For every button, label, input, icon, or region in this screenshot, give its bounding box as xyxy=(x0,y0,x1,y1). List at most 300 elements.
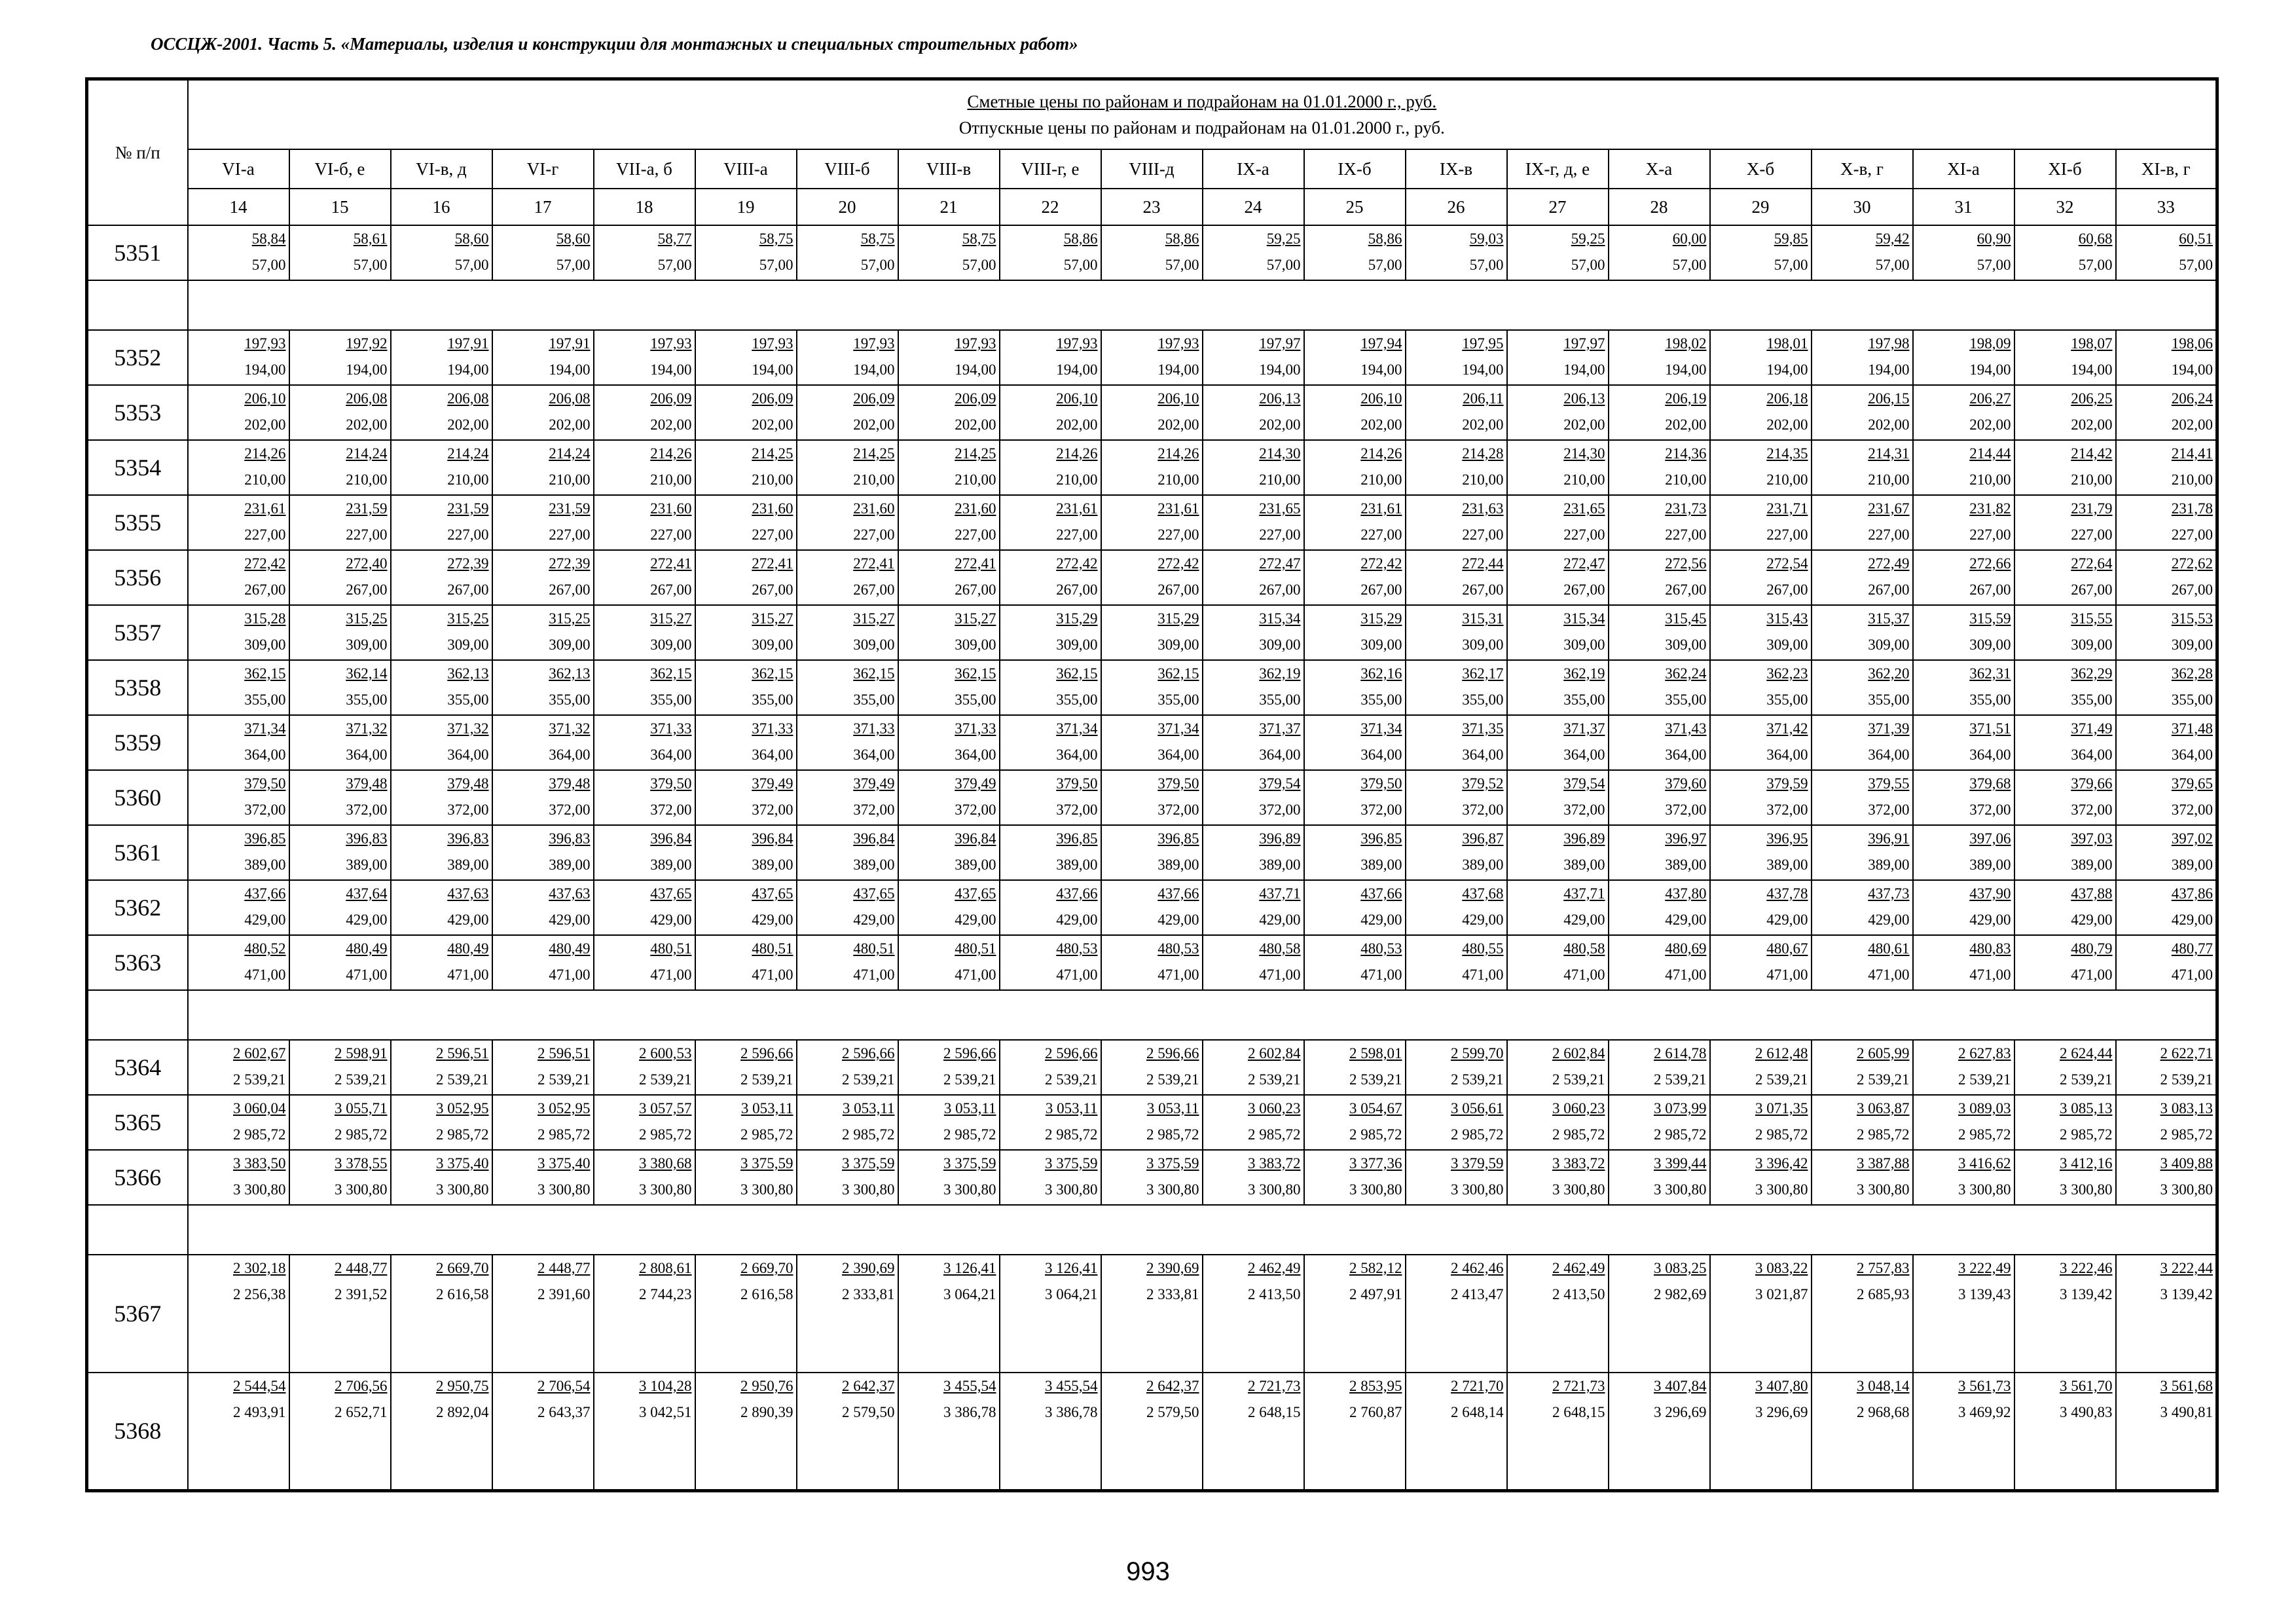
estimated-price: 437,63 xyxy=(549,885,591,902)
price-cell xyxy=(2116,880,2217,935)
estimated-price: 2 598,91 xyxy=(335,1045,388,1061)
release-price: 57,00 xyxy=(1266,257,1301,273)
release-price: 3 139,43 xyxy=(1958,1286,2011,1302)
release-price: 194,00 xyxy=(1766,361,1808,378)
estimated-price: 3 396,42 xyxy=(1755,1155,1808,1172)
estimated-price: 396,97 xyxy=(1665,830,1707,847)
price-cell xyxy=(1710,1040,1812,1095)
estimated-price: 371,51 xyxy=(1969,720,2011,737)
estimated-price: 480,67 xyxy=(1766,940,1808,957)
release-price: 2 579,50 xyxy=(1146,1404,1199,1420)
price-cell xyxy=(797,330,898,385)
price-cell xyxy=(1812,225,1913,280)
release-price: 2 744,23 xyxy=(639,1286,692,1302)
price-cell xyxy=(594,385,695,440)
estimated-price: 2 390,69 xyxy=(1146,1260,1199,1276)
estimated-price: 480,69 xyxy=(1665,940,1707,957)
estimated-price: 2 721,73 xyxy=(1248,1378,1301,1394)
spacer-row xyxy=(87,280,2217,330)
price-cell xyxy=(1710,1095,1812,1150)
price-table xyxy=(85,77,2219,1492)
price-cell xyxy=(1304,1150,1406,1205)
release-price: 2 539,21 xyxy=(233,1071,286,1088)
price-cell xyxy=(1101,660,1203,715)
release-price: 267,00 xyxy=(1868,581,1910,598)
estimated-price: 396,89 xyxy=(1563,830,1605,847)
estimated-price: 272,49 xyxy=(1868,555,1910,572)
estimated-price: 206,09 xyxy=(955,390,996,407)
price-cell xyxy=(898,330,1000,385)
estimated-price: 198,07 xyxy=(2071,335,2113,352)
release-price: 267,00 xyxy=(1766,581,1808,598)
release-price: 210,00 xyxy=(1766,471,1808,488)
release-price: 3 300,80 xyxy=(436,1181,489,1198)
price-cell xyxy=(1203,1040,1304,1095)
release-price: 309,00 xyxy=(1665,637,1707,653)
estimated-price: 396,84 xyxy=(752,830,793,847)
price-cell xyxy=(695,1095,797,1150)
estimated-price: 315,25 xyxy=(549,610,591,627)
release-price: 194,00 xyxy=(1360,361,1402,378)
estimated-price: 2 721,73 xyxy=(1552,1378,1605,1394)
estimated-price: 362,19 xyxy=(1563,665,1605,682)
price-cell xyxy=(1609,1255,1710,1373)
price-cell xyxy=(1812,825,1913,880)
estimated-price: 379,50 xyxy=(650,775,692,792)
estimated-price: 197,97 xyxy=(1563,335,1605,352)
release-price: 3 300,80 xyxy=(1045,1181,1098,1198)
price-cell xyxy=(797,440,898,495)
release-price: 227,00 xyxy=(1056,526,1098,543)
estimated-price: 437,80 xyxy=(1665,885,1707,902)
estimated-price: 206,19 xyxy=(1665,390,1707,407)
price-cell xyxy=(2116,1150,2217,1205)
price-cell xyxy=(2116,935,2217,990)
estimated-price: 362,28 xyxy=(2171,665,2214,682)
estimated-price: 272,42 xyxy=(1056,555,1098,572)
estimated-price: 3 089,03 xyxy=(1958,1100,2011,1116)
estimated-price: 58,77 xyxy=(657,231,692,247)
release-price: 57,00 xyxy=(1469,257,1504,273)
estimated-price: 371,48 xyxy=(2171,720,2214,737)
release-price: 355,00 xyxy=(244,692,286,708)
estimated-price: 3 055,71 xyxy=(335,1100,388,1116)
table-row xyxy=(87,660,2217,715)
price-cell xyxy=(898,1255,1000,1373)
release-price: 355,00 xyxy=(346,692,388,708)
estimated-prices-title: Сметные цены по районам и подрайонам на 01.01.2000 г., руб. xyxy=(967,92,1437,111)
column-number: 18 xyxy=(594,189,695,225)
release-price: 429,00 xyxy=(1665,912,1707,928)
release-price: 2 890,39 xyxy=(740,1404,793,1420)
price-cell xyxy=(1101,935,1203,990)
price-cell xyxy=(1101,495,1203,550)
release-price: 57,00 xyxy=(860,257,895,273)
estimated-price: 396,91 xyxy=(1868,830,1910,847)
price-cell xyxy=(188,225,289,280)
estimated-price: 3 378,55 xyxy=(335,1155,388,1172)
release-price: 471,00 xyxy=(2171,967,2214,983)
estimated-price: 197,98 xyxy=(1868,335,1910,352)
price-cell xyxy=(1000,935,1101,990)
price-cell xyxy=(1406,1040,1507,1095)
release-price: 309,00 xyxy=(447,637,489,653)
price-cell xyxy=(1101,880,1203,935)
release-price: 471,00 xyxy=(1462,967,1504,983)
estimated-price: 480,79 xyxy=(2071,940,2113,957)
price-cell xyxy=(1507,825,1609,880)
price-cell xyxy=(492,385,594,440)
price-cell xyxy=(1812,330,1913,385)
estimated-price: 197,91 xyxy=(447,335,489,352)
estimated-price: 2 950,75 xyxy=(436,1378,489,1394)
price-cell xyxy=(1000,330,1101,385)
price-cell xyxy=(2014,495,2116,550)
estimated-price: 437,71 xyxy=(1259,885,1301,902)
estimated-price: 59,25 xyxy=(1266,231,1301,247)
release-price: 202,00 xyxy=(650,416,692,433)
price-cell xyxy=(594,1040,695,1095)
release-price: 429,00 xyxy=(1056,912,1098,928)
release-price: 210,00 xyxy=(853,471,895,488)
estimated-price: 214,44 xyxy=(1969,445,2011,462)
release-price: 2 760,87 xyxy=(1349,1404,1402,1420)
column-number-row xyxy=(87,189,2217,225)
release-price: 429,00 xyxy=(244,912,286,928)
price-cell xyxy=(797,880,898,935)
estimated-price: 206,11 xyxy=(1463,390,1504,407)
estimated-price: 231,73 xyxy=(1665,500,1707,517)
release-price: 194,00 xyxy=(752,361,793,378)
estimated-price: 3 561,73 xyxy=(1958,1378,2011,1394)
price-cell xyxy=(1406,825,1507,880)
estimated-price: 371,33 xyxy=(650,720,692,737)
price-cell xyxy=(695,825,797,880)
release-price: 364,00 xyxy=(1157,747,1199,763)
row-number: 5354 xyxy=(87,440,188,495)
spacer-cell xyxy=(188,280,2217,330)
table-row xyxy=(87,1255,2217,1373)
release-price: 267,00 xyxy=(752,581,793,598)
price-cell xyxy=(695,880,797,935)
release-price: 2 616,58 xyxy=(436,1286,489,1302)
estimated-price: 2 448,77 xyxy=(538,1260,591,1276)
price-cell xyxy=(188,935,289,990)
estimated-price: 379,52 xyxy=(1462,775,1504,792)
estimated-price: 2 612,48 xyxy=(1755,1045,1808,1061)
price-cell xyxy=(1710,1373,1812,1490)
estimated-price: 480,53 xyxy=(1056,940,1098,957)
price-cell xyxy=(1101,1095,1203,1150)
price-cell xyxy=(695,605,797,660)
release-price: 194,00 xyxy=(1259,361,1301,378)
release-price: 389,00 xyxy=(1360,857,1402,873)
price-cell xyxy=(289,935,391,990)
price-cell xyxy=(1812,1040,1913,1095)
price-cell xyxy=(188,495,289,550)
estimated-price: 379,60 xyxy=(1665,775,1707,792)
estimated-price: 231,59 xyxy=(447,500,489,517)
price-cell xyxy=(1304,715,1406,770)
price-cell xyxy=(1406,935,1507,990)
estimated-price: 2 596,51 xyxy=(436,1045,489,1061)
estimated-price: 59,25 xyxy=(1571,231,1605,247)
price-cell xyxy=(1913,440,2014,495)
price-cell xyxy=(594,1150,695,1205)
price-cell xyxy=(1000,880,1101,935)
price-cell xyxy=(188,1373,289,1490)
release-price: 210,00 xyxy=(1665,471,1707,488)
estimated-price: 206,08 xyxy=(549,390,591,407)
price-cell xyxy=(1304,1040,1406,1095)
release-price: 389,00 xyxy=(1969,857,2011,873)
estimated-price: 206,10 xyxy=(1360,390,1402,407)
estimated-price: 371,32 xyxy=(549,720,591,737)
release-price: 471,00 xyxy=(1665,967,1707,983)
estimated-price: 59,85 xyxy=(1774,231,1808,247)
release-price: 3 300,80 xyxy=(1552,1181,1605,1198)
estimated-price: 371,33 xyxy=(752,720,793,737)
price-cell xyxy=(1203,1095,1304,1150)
release-price: 372,00 xyxy=(1360,802,1402,818)
price-cell xyxy=(1710,385,1812,440)
release-price: 57,00 xyxy=(556,257,591,273)
price-cell xyxy=(391,495,492,550)
price-cell xyxy=(2014,935,2116,990)
price-cell xyxy=(695,225,797,280)
release-price: 57,00 xyxy=(2078,257,2113,273)
price-cell xyxy=(797,1095,898,1150)
estimated-price: 396,85 xyxy=(1056,830,1098,847)
row-number: 5359 xyxy=(87,715,188,770)
price-cell xyxy=(1304,550,1406,605)
estimated-price: 197,93 xyxy=(650,335,692,352)
price-cell xyxy=(492,770,594,825)
price-cell xyxy=(898,225,1000,280)
estimated-price: 2 706,54 xyxy=(538,1378,591,1394)
estimated-price: 60,68 xyxy=(2078,231,2113,247)
price-cell xyxy=(1304,880,1406,935)
estimated-price: 272,42 xyxy=(1360,555,1402,572)
estimated-price: 315,27 xyxy=(955,610,996,627)
column-number: 25 xyxy=(1304,189,1406,225)
release-price: 355,00 xyxy=(955,692,996,708)
release-price: 429,00 xyxy=(1969,912,2011,928)
price-cell xyxy=(1913,770,2014,825)
estimated-price: 315,25 xyxy=(447,610,489,627)
release-price: 2 985,72 xyxy=(1654,1126,1707,1143)
estimated-price: 2 462,49 xyxy=(1552,1260,1605,1276)
release-price: 389,00 xyxy=(2071,857,2113,873)
price-cell xyxy=(695,770,797,825)
column-number: 16 xyxy=(391,189,492,225)
price-cell xyxy=(391,660,492,715)
price-cell xyxy=(1406,440,1507,495)
estimated-price: 315,28 xyxy=(244,610,286,627)
column-number: 28 xyxy=(1609,189,1710,225)
price-cell xyxy=(797,715,898,770)
table-row xyxy=(87,385,2217,440)
price-cell xyxy=(1609,385,1710,440)
estimated-price: 315,59 xyxy=(1969,610,2011,627)
price-cell xyxy=(289,1040,391,1095)
price-cell xyxy=(391,935,492,990)
release-price: 372,00 xyxy=(1563,802,1605,818)
estimated-price: 396,87 xyxy=(1462,830,1504,847)
estimated-price: 272,47 xyxy=(1259,555,1301,572)
estimated-price: 362,15 xyxy=(244,665,286,682)
release-price: 57,00 xyxy=(1571,257,1605,273)
price-cell xyxy=(2014,715,2116,770)
price-cell xyxy=(492,660,594,715)
table-row xyxy=(87,440,2217,495)
row-number: 5367 xyxy=(87,1255,188,1373)
estimated-price: 437,66 xyxy=(1360,885,1402,902)
release-price: 57,00 xyxy=(962,257,996,273)
price-cell xyxy=(898,440,1000,495)
estimated-price: 58,86 xyxy=(1063,231,1098,247)
release-price: 429,00 xyxy=(1462,912,1504,928)
estimated-price: 3 104,28 xyxy=(639,1378,692,1394)
release-price: 309,00 xyxy=(1056,637,1098,653)
release-price: 227,00 xyxy=(1766,526,1808,543)
price-cell xyxy=(1203,225,1304,280)
release-price: 471,00 xyxy=(1259,967,1301,983)
estimated-price: 480,83 xyxy=(1969,940,2011,957)
release-price: 372,00 xyxy=(1157,802,1199,818)
estimated-price: 2 302,18 xyxy=(233,1260,286,1276)
estimated-price: 362,31 xyxy=(1969,665,2011,682)
release-price: 210,00 xyxy=(1868,471,1910,488)
release-price: 267,00 xyxy=(1969,581,2011,598)
release-price: 429,00 xyxy=(1868,912,1910,928)
column-number: 15 xyxy=(289,189,391,225)
price-cell xyxy=(1812,385,1913,440)
release-price: 429,00 xyxy=(447,912,489,928)
estimated-price: 206,09 xyxy=(752,390,793,407)
estimated-price: 3 375,59 xyxy=(943,1155,996,1172)
release-price: 2 539,21 xyxy=(639,1071,692,1088)
release-price: 364,00 xyxy=(1056,747,1098,763)
estimated-price: 437,68 xyxy=(1462,885,1504,902)
estimated-price: 396,85 xyxy=(1360,830,1402,847)
price-cell xyxy=(1609,225,1710,280)
release-price: 2 539,21 xyxy=(1451,1071,1504,1088)
price-cell xyxy=(2116,825,2217,880)
table-row xyxy=(87,770,2217,825)
estimated-price: 379,66 xyxy=(2071,775,2113,792)
estimated-price: 3 085,13 xyxy=(2060,1100,2113,1116)
price-cell xyxy=(1406,1255,1507,1373)
estimated-price: 3 071,35 xyxy=(1755,1100,1808,1116)
estimated-price: 231,71 xyxy=(1766,500,1808,517)
price-cell xyxy=(1000,1255,1101,1373)
release-price: 202,00 xyxy=(1766,416,1808,433)
column-number: 17 xyxy=(492,189,594,225)
price-cell xyxy=(1000,440,1101,495)
estimated-price: 3 375,59 xyxy=(740,1155,793,1172)
release-price: 429,00 xyxy=(346,912,388,928)
estimated-price: 272,42 xyxy=(1157,555,1199,572)
estimated-price: 206,13 xyxy=(1563,390,1605,407)
estimated-price: 3 060,23 xyxy=(1552,1100,1605,1116)
release-price: 2 539,21 xyxy=(1146,1071,1199,1088)
estimated-price: 231,65 xyxy=(1563,500,1605,517)
estimated-price: 480,49 xyxy=(447,940,489,957)
price-cell xyxy=(1609,330,1710,385)
release-price: 267,00 xyxy=(1259,581,1301,598)
estimated-price: 437,65 xyxy=(650,885,692,902)
estimated-price: 315,25 xyxy=(346,610,388,627)
estimated-price: 272,42 xyxy=(244,555,286,572)
column-number: 29 xyxy=(1710,189,1812,225)
price-cell xyxy=(1000,660,1101,715)
price-cell xyxy=(1000,605,1101,660)
release-price: 309,00 xyxy=(650,637,692,653)
estimated-price: 2 598,01 xyxy=(1349,1045,1402,1061)
price-cell xyxy=(1507,550,1609,605)
price-cell xyxy=(695,1373,797,1490)
estimated-price: 3 056,61 xyxy=(1451,1100,1504,1116)
release-price: 3 296,69 xyxy=(1755,1404,1808,1420)
estimated-price: 2 448,77 xyxy=(335,1260,388,1276)
release-price: 227,00 xyxy=(853,526,895,543)
release-price: 3 300,80 xyxy=(538,1181,591,1198)
price-cell xyxy=(594,1373,695,1490)
price-cell xyxy=(391,825,492,880)
release-price: 202,00 xyxy=(1563,416,1605,433)
release-price: 3 064,21 xyxy=(1045,1286,1098,1302)
release-price: 3 296,69 xyxy=(1654,1404,1707,1420)
release-price: 2 413,50 xyxy=(1248,1286,1301,1302)
release-price: 389,00 xyxy=(549,857,591,873)
estimated-price: 272,44 xyxy=(1462,555,1504,572)
estimated-price: 437,78 xyxy=(1766,885,1808,902)
release-price: 372,00 xyxy=(549,802,591,818)
estimated-price: 3 409,88 xyxy=(2160,1155,2214,1172)
price-cell xyxy=(188,825,289,880)
estimated-price: 231,61 xyxy=(1056,500,1098,517)
price-cell xyxy=(1812,1150,1913,1205)
estimated-price: 379,48 xyxy=(447,775,489,792)
estimated-price: 480,77 xyxy=(2171,940,2214,957)
estimated-price: 2 669,70 xyxy=(436,1260,489,1276)
price-cell xyxy=(1913,550,2014,605)
release-price: 309,00 xyxy=(1259,637,1301,653)
price-cell xyxy=(1609,1373,1710,1490)
release-price: 267,00 xyxy=(1462,581,1504,598)
price-cell xyxy=(898,935,1000,990)
region-header: XI-в, г xyxy=(2116,149,2217,189)
release-price: 267,00 xyxy=(853,581,895,598)
estimated-price: 3 455,54 xyxy=(1045,1378,1098,1394)
price-cell xyxy=(1812,715,1913,770)
estimated-price: 315,27 xyxy=(752,610,793,627)
estimated-price: 362,13 xyxy=(549,665,591,682)
spacer-row xyxy=(87,1205,2217,1255)
price-cell xyxy=(1710,550,1812,605)
release-price: 364,00 xyxy=(549,747,591,763)
price-cell xyxy=(1406,330,1507,385)
row-number: 5360 xyxy=(87,770,188,825)
estimated-price: 197,93 xyxy=(244,335,286,352)
row-number: 5358 xyxy=(87,660,188,715)
region-header: VII-а, б xyxy=(594,149,695,189)
price-cell xyxy=(1609,880,1710,935)
release-price: 355,00 xyxy=(853,692,895,708)
estimated-price: 214,26 xyxy=(244,445,286,462)
estimated-price: 214,25 xyxy=(752,445,793,462)
